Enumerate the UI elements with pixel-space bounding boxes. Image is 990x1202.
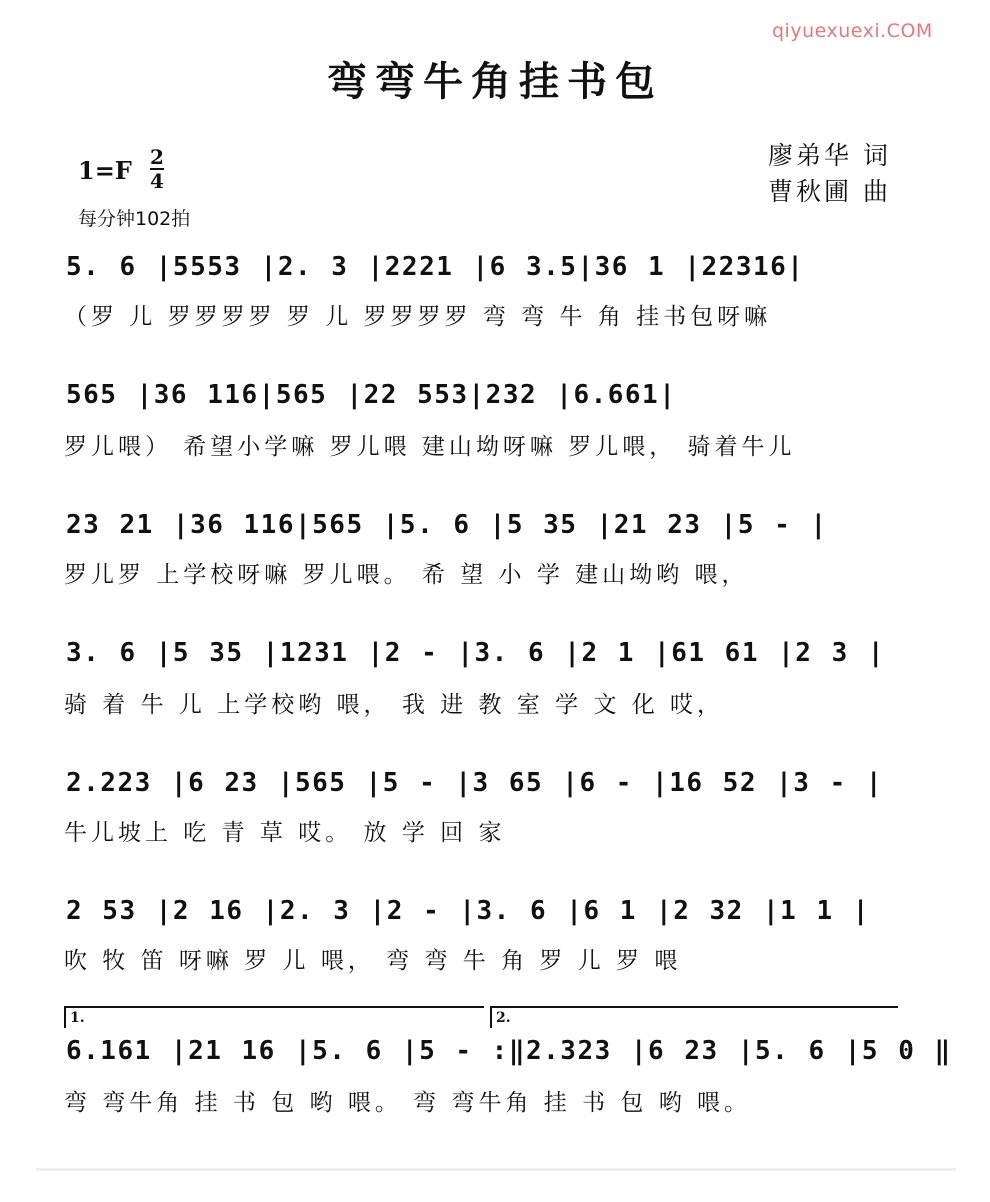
time-signature-bottom: 4	[150, 169, 164, 193]
time-signature-top: 2	[150, 145, 164, 169]
notation-line-5: 2.223 |6 23 |565 |5 - |3 65 |6 - |16 52 |3 - |	[66, 768, 884, 798]
lyric-line-7: 弯 弯牛角 挂 书 包 哟 喂。 弯 弯牛角 挂 书 包 哟 喂。	[64, 1090, 752, 1116]
notation-line-1: 5. 6 |5553 |2. 3 |2221 |6 3.5|36 1 |22316|	[66, 252, 805, 282]
lyric-line-2: 罗儿喂） 希望小学嘛 罗儿喂 建山坳呀嘛 罗儿喂， 骑着牛儿	[64, 434, 796, 460]
notation-line-2: 565 |36 116|565 |22 553|232 |6.661|	[66, 380, 677, 410]
first-ending-bracket: 1.	[64, 1006, 484, 1028]
lyric-line-1: （罗 儿 罗罗罗罗 罗 儿 罗罗罗罗 弯 弯 牛 角 挂书包呀嘛	[64, 304, 772, 330]
bottom-border	[36, 1168, 956, 1171]
second-ending-bracket: 2.	[490, 1006, 898, 1028]
key-signature: 1=F	[78, 156, 132, 185]
lyric-line-3: 罗儿罗 上学校呀嘛 罗儿喂。 希 望 小 学 建山坳哟 喂，	[64, 562, 749, 588]
song-title: 弯弯牛角挂书包	[327, 58, 663, 105]
time-signature	[148, 146, 166, 192]
watermark-text: qiyuexuexi.COM	[772, 20, 933, 42]
lyricist-credit: 廖弟华 词	[768, 141, 891, 170]
tempo-marking: 每分钟102拍	[78, 208, 191, 230]
composer-credit: 曹秋圃 曲	[768, 177, 891, 206]
notation-line-7: 6.161 |21 16 |5. 6 |5 - :‖2.323 |6 23 |5. 6 |5 0 ‖	[66, 1036, 952, 1066]
notation-line-3: 23 21 |36 116|565 |5. 6 |5 35 |21 23 |5 - |	[66, 510, 828, 540]
lyric-line-5: 牛儿坡上 吃 青 草 哎。 放 学 回 家	[64, 820, 506, 846]
notation-line-6: 2 53 |2 16 |2. 3 |2 - |3. 6 |6 1 |2 32 |1 1 |	[66, 896, 870, 926]
lyric-line-6: 吹 牧 笛 呀嘛 罗 儿 喂， 弯 弯 牛 角 罗 儿 罗 喂	[64, 948, 682, 974]
lyric-line-4: 骑 着 牛 儿 上学校哟 喂， 我 进 教 室 学 文 化 哎，	[64, 692, 725, 718]
notation-line-4: 3. 6 |5 35 |1231 |2 - |3. 6 |2 1 |61 61 |2 3 |	[66, 638, 886, 668]
